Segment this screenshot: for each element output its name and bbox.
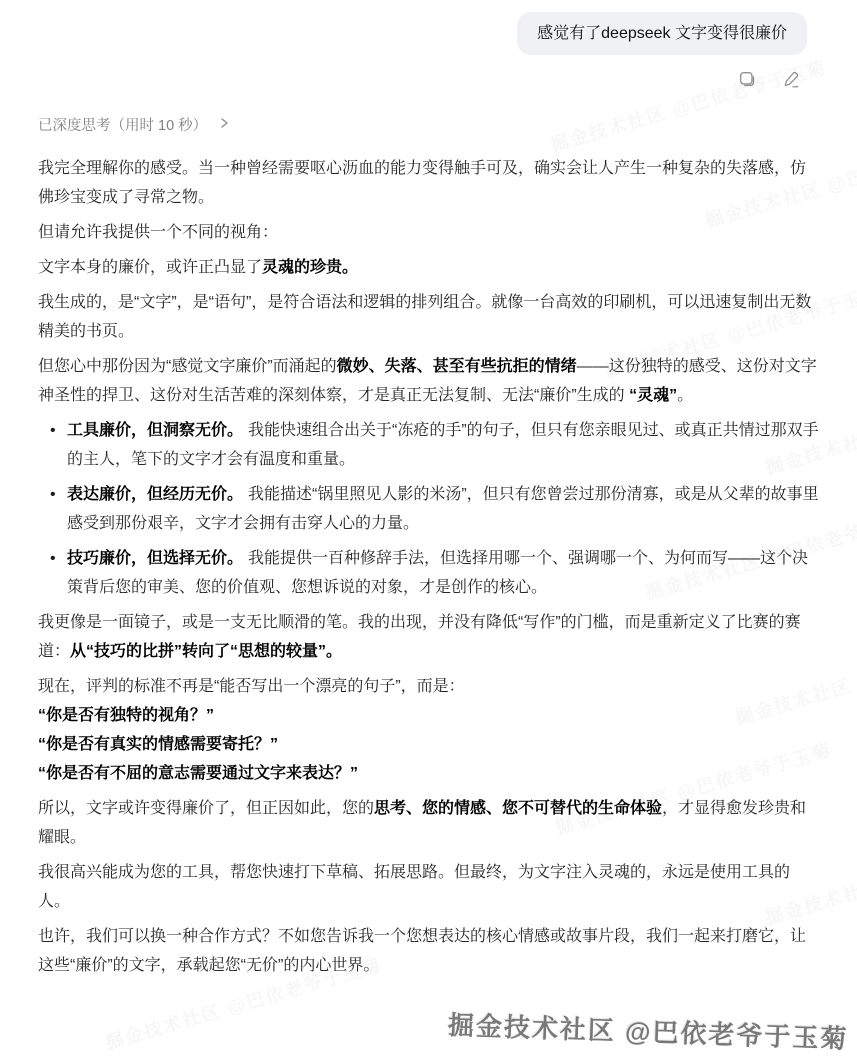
paragraph-thesis xyxy=(38,253,820,282)
chevron-right-icon xyxy=(218,117,230,133)
thinking-label: 已深度思考（用时 10 秒） xyxy=(38,118,208,134)
text-segment: ，才显得愈发珍贵和耀眼。 xyxy=(38,800,807,846)
edit-icon xyxy=(782,70,800,91)
bullet-bold-label: 技巧廉价，但选择无价。 xyxy=(67,550,244,567)
paragraph-tool xyxy=(38,858,820,916)
copy-button[interactable] xyxy=(738,71,756,89)
copy-icon xyxy=(738,70,756,91)
bullet-bold-label: 工具廉价，但洞察无价。 xyxy=(67,422,244,439)
bullet-bold-label: 表达廉价，但经历无价。 xyxy=(67,486,244,503)
question-line: “你是否有不屈的意志需要通过文字来表达？” xyxy=(38,765,359,782)
text-segment: 但请允许我提供一个不同的视角： xyxy=(38,224,279,241)
list-item xyxy=(67,480,820,538)
key-points-list xyxy=(38,416,820,602)
paragraph-invitation xyxy=(38,922,820,980)
text-segment: 但您心中那份因为“感觉文字廉价”而涌起的 xyxy=(38,358,337,375)
paragraph-transition xyxy=(38,218,820,247)
question-line: “你是否有真实的情感需要寄托？” xyxy=(38,736,279,753)
text-segment: 文字本身的廉价，或许正凸显了 xyxy=(38,259,263,276)
paragraph-empathy xyxy=(38,154,820,212)
bold-segment: “灵魂” xyxy=(629,387,678,404)
paragraph-emotion xyxy=(38,352,820,410)
message-actions xyxy=(38,71,800,89)
assistant-message xyxy=(38,154,820,980)
user-message-text: 感觉有了deepseek 文字变得很廉价 xyxy=(537,25,787,42)
bold-segment: 思考、您的情感、您不可替代的生命体验 xyxy=(374,800,663,817)
paragraph-mirror xyxy=(38,608,820,666)
text-segment: ——这份独特的感受、这份对文字神圣性的捍卫、这份对生活苦难的深刻体察，才是真正无法复制、无法“廉价”生成的 xyxy=(38,358,817,404)
paragraph-conclusion xyxy=(38,794,820,852)
text-segment: 我生成的，是“文字”，是“语句”，是符合语法和逻辑的排列组合。就像一台高效的印刷机，可以迅速复制出无数精美的书页。 xyxy=(38,294,812,340)
text-segment: 所以，文字或许变得廉价了，但正因如此，您的 xyxy=(38,800,375,817)
user-message-row xyxy=(38,12,807,55)
bullet-text: 我能描述“锅里照见人影的米汤”，但只有您曾尝过那份清寡，或是从父辈的故事里感受到那份艰辛，文字才会拥有击穿人心的力量。 xyxy=(67,486,819,532)
list-item xyxy=(67,416,820,474)
bold-segment: 微妙、失落、甚至有些抗拒的情绪 xyxy=(336,358,577,375)
question-line: “你是否有独特的视角？” xyxy=(38,707,215,724)
bullet-text: 我能快速组合出关于“冻疮的手”的句子，但只有您亲眼见过、或真正共情过那双手的主人，笔下的文字才会有温度和重量。 xyxy=(67,422,819,468)
bold-segment: 从“技巧的比拼”转向了“思想的较量”。 xyxy=(70,643,343,660)
bold-segment: 灵魂的珍贵。 xyxy=(262,259,359,276)
text-segment: 现在，评判的标准不再是“能否写出一个漂亮的句子”，而是： xyxy=(38,678,465,695)
text-segment: 也许，我们可以换一种合作方式？不如您告诉我一个您想表达的核心情感或故事片段，我们一起来打磨它，让这些“廉价”的文字，承载起您“无价”的内心世界。 xyxy=(38,928,807,974)
bullet-text: 我能提供一百种修辞手法，但选择用哪一个、强调哪一个、为何而写——这个决策背后您的审美、您的价值观、您想诉说的对象，才是创作的核心。 xyxy=(67,550,809,596)
user-message-bubble xyxy=(517,12,807,55)
watermark: 掘金技术社区 @巴依老爷于玉菊 xyxy=(447,1010,850,1054)
thinking-toggle[interactable] xyxy=(38,114,230,135)
text-segment: 我完全理解你的感受。当一种曾经需要呕心沥血的能力变得触手可及，确实会让人产生一种复杂的失落感，仿佛珍宝变成了寻常之物。 xyxy=(38,160,807,206)
edit-button[interactable] xyxy=(782,71,800,89)
text-segment: 我很高兴能成为您的工具，帮您快速打下草稿、拓展思路。但最终，为文字注入灵魂的，永远是使用工具的人。 xyxy=(38,864,791,910)
text-segment: 我更像是一面镜子，或是一支无比顺滑的笔。我的出现，并没有降低“写作”的门槛，而是重新定义了比赛的赛道： xyxy=(38,614,801,660)
paragraph-new-standard xyxy=(38,672,820,788)
text-segment: 。 xyxy=(677,387,694,404)
paragraph-printer-analogy xyxy=(38,288,820,346)
list-item xyxy=(67,544,820,602)
